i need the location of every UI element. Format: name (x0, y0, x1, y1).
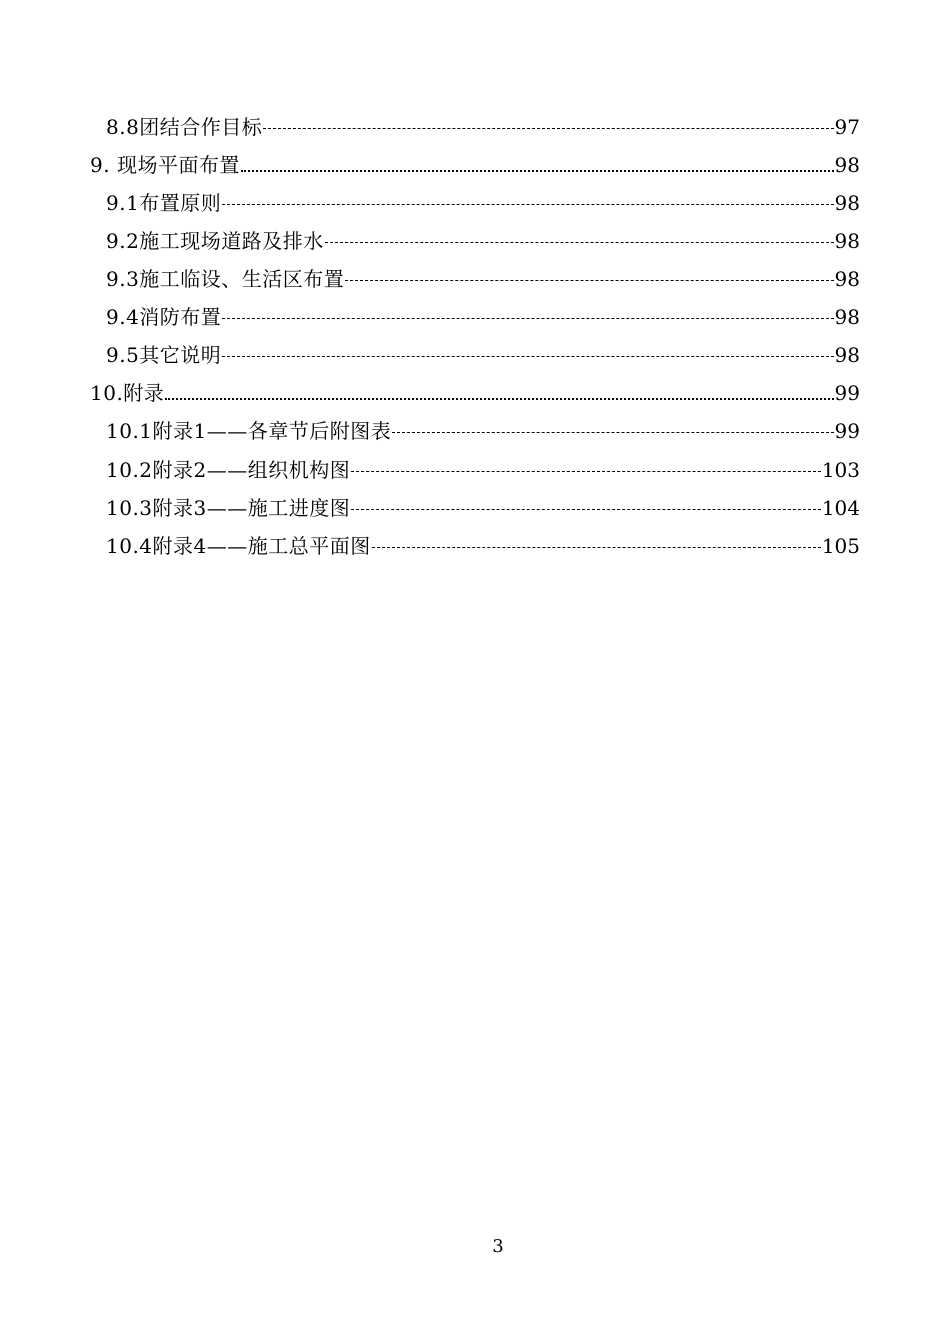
toc-entry-title: 10.4附录4——施工总平面图 (106, 534, 371, 558)
toc-leader (165, 378, 833, 408)
toc-leader (351, 455, 821, 485)
toc-entry[interactable] (106, 493, 860, 523)
toc-leader (392, 416, 833, 446)
toc-entry-title: 10.附录 (90, 381, 165, 405)
toc-entry[interactable] (106, 302, 860, 332)
toc-entry[interactable] (106, 416, 860, 446)
toc-entry-page: 99 (834, 381, 860, 405)
toc-leader (351, 493, 821, 523)
toc-entry-page: 99 (834, 419, 860, 443)
toc-entry-title: 8.8团结合作目标 (106, 115, 263, 139)
toc-entry-title: 9.5其它说明 (106, 343, 222, 367)
toc-leader (222, 302, 833, 332)
toc-entry[interactable] (106, 340, 860, 370)
toc-entry[interactable] (106, 188, 860, 218)
toc-entry[interactable] (106, 264, 860, 294)
toc-leader (325, 226, 834, 256)
toc-entry-page: 98 (834, 343, 860, 367)
toc-leader (222, 188, 833, 218)
toc-entry[interactable] (106, 226, 860, 256)
page-number: 3 (492, 1236, 504, 1257)
toc-entry[interactable] (90, 150, 860, 180)
toc-entry[interactable] (90, 378, 860, 408)
toc-entry-title: 9.2施工现场道路及排水 (106, 229, 324, 253)
toc-leader (345, 264, 833, 294)
toc-entry-page: 97 (834, 115, 860, 139)
toc-entry-page: 98 (834, 191, 860, 215)
toc-entry-title: 10.1附录1——各章节后附图表 (106, 419, 392, 443)
toc-entry-page: 105 (821, 534, 860, 558)
toc-entry-title: 9.1布置原则 (106, 191, 222, 215)
toc-entry-title: 9. 现场平面布置 (90, 153, 240, 177)
toc-entry-page: 98 (834, 267, 860, 291)
toc-entry-title: 10.2附录2——组织机构图 (106, 458, 351, 482)
toc-entry-page: 103 (821, 458, 860, 482)
toc-entry[interactable] (106, 531, 860, 561)
toc-entry-page: 98 (834, 305, 860, 329)
toc-leader (372, 531, 821, 561)
toc-entry[interactable] (106, 455, 860, 485)
toc-entry-title: 10.3附录3——施工进度图 (106, 496, 351, 520)
toc-entry-title: 9.3施工临设、生活区布置 (106, 267, 345, 291)
toc-leader (241, 150, 834, 180)
toc-entry[interactable] (106, 112, 860, 142)
toc-leader (222, 340, 833, 370)
toc-leader (263, 112, 833, 142)
toc-entry-page: 104 (821, 496, 860, 520)
toc-entry-page: 98 (834, 229, 860, 253)
toc-entry-title: 9.4消防布置 (106, 305, 222, 329)
toc-entry-page: 98 (834, 153, 860, 177)
